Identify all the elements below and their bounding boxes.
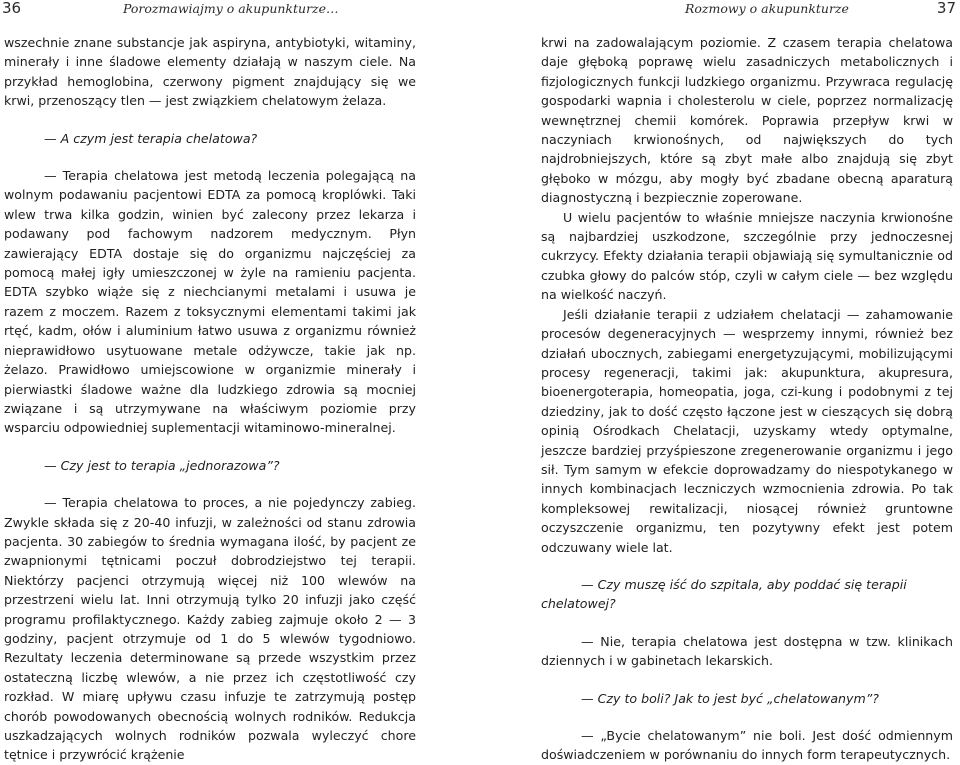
left-page-number: 36 <box>2 0 22 17</box>
left-question-2: — Czy jest to terapia „jednorazowa”? <box>44 457 280 473</box>
right-paragraph-1: krwi na zadowalającym poziomie. Z czasem terapia chelatowa daje głęboką poprawę wielu zasadniczych metabolicznych i fizjologicznych funkcji ludzkiego organizmu. Przywraca regulację gospodarki wapnia i cholesterolu w ciele, poprzez normalizację wewnętrznej chemii komórek. Poprawia przepływ krwi w naczyniach krwionośnych, od największych do tych najdrobniejszych, które są zbyt małe albo znajdują się zbyt głęboko w mózgu, aby mogły być zbadane obecną aparaturą diagnostyczną i bezpiecznie zoperowane. <box>541 35 953 206</box>
left-running-title: Porozmawiajmy o akupunkturze… <box>123 1 339 16</box>
left-paragraph-1: wszechnie znane substancje jak aspiryna, antybiotyki, witaminy, minerały i inne śladowe elementy działają w naszym ciele. Na przykład hemoglobina, czerwony pigment znajdujący się we krwi, przenoszący tlen — jest związkiem chelatowym żelaza. <box>4 35 416 109</box>
right-column <box>541 33 953 765</box>
right-question-1: — Czy muszę iść do szpitala, aby poddać się terapii chelatowej? <box>541 576 907 612</box>
right-paragraph-2: U wielu pacjentów to właśnie mniejsze naczynia krwionośne są najbardziej uszkodzone, szczególnie przy jednoczesnej cukrzycy. Efekty działania terapii objawiają się symultanicznie od czubka głowy do palców stóp, czyli w całym ciele — bez względu na wielkość naczyń. <box>541 209 953 303</box>
right-answer-1: — Nie, terapia chelatowa jest dostępna w tzw. klinikach dziennych i w gabinetach lekarskich. <box>541 633 953 669</box>
left-question-1: — A czym jest terapia chelatowa? <box>44 130 258 146</box>
right-page-number: 37 <box>936 0 956 17</box>
right-answer-2: — „Bycie chelatowanym” nie boli. Jest dość odmiennym doświadczeniem w porównaniu do innych form terapeutycznych. <box>541 728 953 763</box>
left-answer-2: — Terapia chelatowa to proces, a nie pojedynczy zabieg. Zwykle składa się z 20-40 infuzji, w zależności od stanu zdrowia pacjenta. 30 zabiegów to średnia wymagana ilość, by pacjent ze zwapnionymi tętnicami poczuł dobrodziejstwo tej terapii. Niektórzy pacjenci otrzymują więcej niż 100 wlewów na przestrzeni wielu lat. Inni otrzymują tylko 20 infuzji jako część programu profilaktycznego. Każdy zabieg zajmuje około 2 — 3 godziny, pacjent otrzymuje od 1 do 5 wlewów tygodniowo. Rezultaty leczenia determinowane są przede wszystkim przez ostateczną liczbę wlewów, a nie przez ich częstotliwość czy rozkład. W miarę upływu czasu infuzje te zatrzymują postęp chorób powodowanych obecnością wolnych rodników. Redukcja uszkadzających wolnych rodników pozwala wyleczyć chore tętnice i przywrócić krążenie <box>4 495 416 763</box>
right-question-2: — Czy to boli? Jak to jest być „chelatowanym”? <box>581 690 879 706</box>
left-answer-1: — Terapia chelatowa jest metodą leczenia polegającą na wolnym podawaniu pacjentowi EDTA za pomocą kroplówki. Taki wlew trwa kilka godzin, winien być zalecony przez lekarza i podawany pod fachowym nadzorem medycznym. Płyn zawierający EDTA dostaje się do organizmu najczęściej za pomocą małej igły umieszczonej w żyle na ramieniu pacjenta. EDTA szybko wiąże się z niechcianymi metalami i usuwa je razem z moczem. Razem z toksycznymi elementami takimi jak rtęć, kadm, ołów i aluminium łatwo usuwa z organizmu również nieprawidłowo usytuowane metale odżywcze, takie jak np. żelazo. Prawidłowo umiejscowione w organizmie minerały i pierwiastki śladowe ważne dla ludzkiego zdrowia są mocniej związane i są utrzymywane na właściwym poziomie przy wsparciu odpowiedniej suplementacji witaminowo-mineralnej. <box>4 168 416 436</box>
left-column <box>4 33 416 765</box>
right-running-title: Rozmowy o akupunkturze <box>685 1 849 16</box>
right-paragraph-3: Jeśli działanie terapii z udziałem chelatacji — zahamowanie procesów degeneracyjnych — wesprzemy innymi, również bez działań ubocznych, zabiegami energetyzującymi, mobilizującymi procesy regeneracji, takimi jak: akupunktura, akupresura, bioenergoterapia, homeopatia, joga, czi-kung i podobnymi z tej dziedziny, jak to dość często łączone jest w cieszących się dobrą opinią Ośrodkach Chelatacji, uzyskamy wtedy optymalne, jeszcze bardziej przyśpieszone zregenerowanie organizmu i jego sił. Tym samym w efekcie doprowadzamy do niespotykanego w innych kombinacjach leczniczych wzmocnienia zdrowia. Po tak kompleksowej rewitalizacji, niosącej również gruntowne oczyszczenie organizmu, ten pozytywny efekt jest potem odczuwany wiele lat. <box>541 306 953 555</box>
